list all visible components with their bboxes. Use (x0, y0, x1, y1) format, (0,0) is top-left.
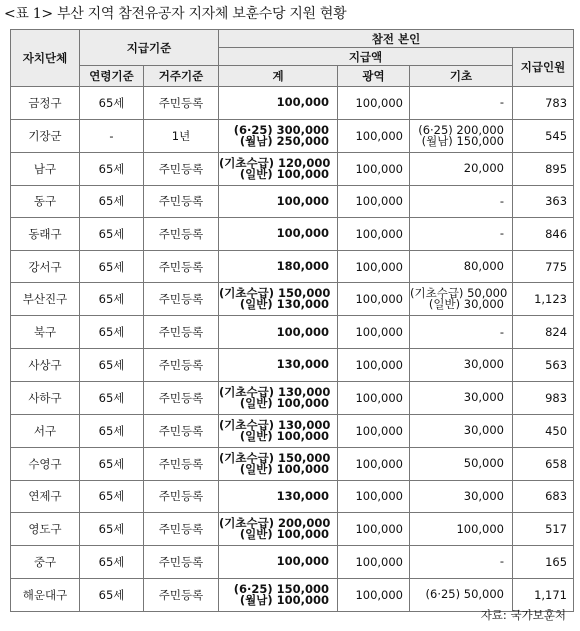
cell-residence-criteria: 주민등록 (144, 250, 219, 283)
cell-metro-amount: 100,000 (338, 348, 410, 381)
cell-basic-amount-line: 80,000 (463, 259, 504, 274)
cell-region: 사하구 (11, 381, 80, 414)
cell-recipients: 824 (513, 316, 574, 349)
cell-metro-amount: 100,000 (338, 480, 410, 513)
cell-total-amount (219, 414, 338, 447)
cell-total-amount-line: (일반) 100,000 (239, 428, 329, 443)
cell-residence-criteria: 주민등록 (144, 218, 219, 251)
cell-residence-criteria: 주민등록 (144, 283, 219, 316)
cell-age-criteria: 65세 (80, 185, 144, 218)
cell-basic-amount-line: - (499, 324, 504, 339)
cell-metro-amount: 100,000 (338, 316, 410, 349)
cell-basic-amount-line: 20,000 (463, 161, 504, 176)
cell-metro-amount: 100,000 (338, 119, 410, 152)
cell-basic-amount-line: 30,000 (463, 390, 504, 405)
cell-recipients: 517 (513, 513, 574, 546)
cell-age-criteria: 65세 (80, 218, 144, 251)
cell-basic-amount-line: 100,000 (456, 521, 504, 536)
cell-recipients: 895 (513, 152, 574, 185)
cell-total-amount (219, 381, 338, 414)
cell-basic-amount (410, 546, 513, 579)
cell-region: 중구 (11, 546, 80, 579)
table-body (11, 87, 574, 612)
cell-region: 사상구 (11, 348, 80, 381)
cell-total-amount-line: 130,000 (276, 488, 329, 503)
cell-total-amount-line: (기초수급) 130,000 (219, 417, 331, 432)
cell-basic-amount (410, 447, 513, 480)
cell-basic-amount-line: - (499, 95, 504, 110)
table-row (11, 283, 574, 316)
cell-total-amount (219, 218, 338, 251)
cell-basic-amount-line: - (499, 226, 504, 241)
cell-total-amount (219, 546, 338, 579)
cell-basic-amount (410, 414, 513, 447)
cell-basic-amount-line: - (499, 193, 504, 208)
cell-total-amount (219, 119, 338, 152)
cell-recipients: 563 (513, 348, 574, 381)
cell-total-amount-line: (일반) 100,000 (239, 166, 329, 181)
cell-metro-amount: 100,000 (338, 283, 410, 316)
cell-age-criteria: 65세 (80, 316, 144, 349)
cell-total-amount (219, 348, 338, 381)
cell-total-amount (219, 250, 338, 283)
header-amount: 지급액 (219, 48, 513, 66)
cell-total-amount-line: (일반) 130,000 (239, 297, 329, 312)
cell-basic-amount (410, 480, 513, 513)
header-region: 자치단체 (11, 30, 80, 87)
cell-recipients: 1,171 (513, 578, 574, 611)
cell-total-amount-line: 100,000 (276, 226, 329, 241)
cell-total-amount (219, 87, 338, 120)
cell-recipients: 846 (513, 218, 574, 251)
cell-region: 기장군 (11, 119, 80, 152)
cell-basic-amount-line: 50,000 (463, 456, 504, 471)
cell-age-criteria: 65세 (80, 87, 144, 120)
cell-age-criteria: 65세 (80, 480, 144, 513)
cell-basic-amount-line: (월남) 150,000 (421, 133, 504, 148)
cell-basic-amount-line: 30,000 (463, 488, 504, 503)
cell-recipients: 545 (513, 119, 574, 152)
cell-basic-amount-line: 30,000 (463, 423, 504, 438)
cell-metro-amount: 100,000 (338, 185, 410, 218)
cell-total-amount (219, 152, 338, 185)
table-row (11, 513, 574, 546)
header-residence-criteria: 거주기준 (144, 66, 219, 87)
cell-basic-amount (410, 283, 513, 316)
cell-basic-amount (410, 152, 513, 185)
table-row (11, 185, 574, 218)
cell-recipients: 165 (513, 546, 574, 579)
cell-total-amount-line: (일반) 100,000 (239, 527, 329, 542)
cell-metro-amount: 100,000 (338, 513, 410, 546)
cell-metro-amount: 100,000 (338, 152, 410, 185)
cell-total-amount (219, 513, 338, 546)
cell-metro-amount: 100,000 (338, 87, 410, 120)
cell-recipients: 658 (513, 447, 574, 480)
cell-total-amount (219, 447, 338, 480)
cell-residence-criteria: 주민등록 (144, 414, 219, 447)
cell-basic-amount (410, 316, 513, 349)
cell-region: 동래구 (11, 218, 80, 251)
cell-region: 서구 (11, 414, 80, 447)
cell-total-amount-line: (월남) 100,000 (239, 592, 329, 607)
cell-region: 부산진구 (11, 283, 80, 316)
cell-recipients: 450 (513, 414, 574, 447)
header-criteria: 지급기준 (80, 30, 219, 66)
cell-age-criteria: 65세 (80, 283, 144, 316)
table-row (11, 316, 574, 349)
cell-total-amount (219, 578, 338, 611)
cell-total-amount-line: (6·25) 150,000 (233, 581, 329, 596)
cell-total-amount-line: (기초수급) 200,000 (219, 516, 331, 531)
cell-age-criteria: 65세 (80, 414, 144, 447)
cell-metro-amount: 100,000 (338, 414, 410, 447)
cell-residence-criteria: 주민등록 (144, 348, 219, 381)
header-recipients: 지급인원 (513, 48, 574, 87)
table-row (11, 250, 574, 283)
cell-residence-criteria: 주민등록 (144, 185, 219, 218)
header-basic: 기초 (410, 66, 513, 87)
table-row (11, 152, 574, 185)
cell-region: 북구 (11, 316, 80, 349)
cell-residence-criteria: 주민등록 (144, 152, 219, 185)
cell-residence-criteria: 1년 (144, 119, 219, 152)
cell-total-amount-line: (기초수급) 150,000 (219, 286, 331, 301)
cell-total-amount-line: 100,000 (276, 324, 329, 339)
cell-metro-amount: 100,000 (338, 546, 410, 579)
cell-basic-amount (410, 218, 513, 251)
cell-total-amount-line: (월남) 250,000 (239, 133, 329, 148)
cell-region: 남구 (11, 152, 80, 185)
cell-age-criteria: 65세 (80, 381, 144, 414)
cell-age-criteria: - (80, 119, 144, 152)
cell-basic-amount (410, 348, 513, 381)
cell-total-amount-line: 180,000 (276, 259, 329, 274)
cell-residence-criteria: 주민등록 (144, 316, 219, 349)
cell-total-amount (219, 185, 338, 218)
cell-residence-criteria: 주민등록 (144, 87, 219, 120)
cell-total-amount-line: (기초수급) 150,000 (219, 450, 331, 465)
cell-basic-amount (410, 87, 513, 120)
cell-total-amount-line: (기초수급) 130,000 (219, 384, 331, 399)
cell-recipients: 1,123 (513, 283, 574, 316)
header-metro: 광역 (338, 66, 410, 87)
cell-age-criteria: 65세 (80, 546, 144, 579)
cell-region: 동구 (11, 185, 80, 218)
cell-basic-amount-line: - (499, 554, 504, 569)
table-caption: <표 1> 부산 지역 참전유공자 지자체 보훈수당 지원 현황 (4, 6, 347, 22)
cell-age-criteria: 65세 (80, 513, 144, 546)
cell-recipients: 775 (513, 250, 574, 283)
table-row (11, 480, 574, 513)
cell-region: 연제구 (11, 480, 80, 513)
cell-age-criteria: 65세 (80, 250, 144, 283)
table-row (11, 87, 574, 120)
cell-total-amount-line: 100,000 (276, 95, 329, 110)
cell-metro-amount: 100,000 (338, 381, 410, 414)
cell-total-amount-line: 100,000 (276, 554, 329, 569)
header-age-criteria: 연령기준 (80, 66, 144, 87)
cell-metro-amount: 100,000 (338, 447, 410, 480)
cell-basic-amount (410, 513, 513, 546)
cell-total-amount-line: (6·25) 300,000 (233, 122, 329, 137)
cell-total-amount-line: (일반) 100,000 (239, 461, 329, 476)
cell-region: 강서구 (11, 250, 80, 283)
cell-region: 수영구 (11, 447, 80, 480)
veteran-allowance-table (10, 29, 574, 612)
cell-region: 금정구 (11, 87, 80, 120)
header-veteran: 참전 본인 (219, 30, 574, 48)
cell-age-criteria: 65세 (80, 152, 144, 185)
cell-metro-amount: 100,000 (338, 578, 410, 611)
cell-basic-amount (410, 250, 513, 283)
cell-total-amount-line: 100,000 (276, 193, 329, 208)
cell-residence-criteria: 주민등록 (144, 578, 219, 611)
table-row (11, 447, 574, 480)
cell-metro-amount: 100,000 (338, 250, 410, 283)
cell-residence-criteria: 주민등록 (144, 381, 219, 414)
cell-recipients: 983 (513, 381, 574, 414)
cell-metro-amount: 100,000 (338, 218, 410, 251)
cell-basic-amount-line: (6·25) 200,000 (418, 122, 504, 137)
cell-basic-amount-line: (기초수급) 50,000 (410, 286, 508, 301)
source-note: 자료: 국가보훈처 (480, 608, 566, 622)
cell-recipients: 683 (513, 480, 574, 513)
cell-total-amount-line: (기초수급) 120,000 (219, 155, 331, 170)
cell-total-amount (219, 283, 338, 316)
table-row (11, 381, 574, 414)
cell-total-amount (219, 480, 338, 513)
cell-age-criteria: 65세 (80, 348, 144, 381)
cell-total-amount-line: 130,000 (276, 357, 329, 372)
table-row (11, 348, 574, 381)
cell-region: 해운대구 (11, 578, 80, 611)
cell-age-criteria: 65세 (80, 447, 144, 480)
table-row (11, 414, 574, 447)
table-row (11, 119, 574, 152)
cell-basic-amount-line: 30,000 (463, 357, 504, 372)
cell-region: 영도구 (11, 513, 80, 546)
cell-age-criteria: 65세 (80, 578, 144, 611)
header-total: 계 (219, 66, 338, 87)
cell-recipients: 783 (513, 87, 574, 120)
cell-recipients: 363 (513, 185, 574, 218)
cell-basic-amount-line: (6·25) 50,000 (425, 587, 504, 602)
cell-basic-amount (410, 185, 513, 218)
cell-basic-amount-line: (일반) 30,000 (428, 297, 504, 312)
cell-basic-amount (410, 119, 513, 152)
cell-residence-criteria: 주민등록 (144, 447, 219, 480)
cell-residence-criteria: 주민등록 (144, 513, 219, 546)
cell-total-amount-line: (일반) 100,000 (239, 395, 329, 410)
cell-residence-criteria: 주민등록 (144, 546, 219, 579)
table-row (11, 546, 574, 579)
cell-total-amount (219, 316, 338, 349)
cell-basic-amount (410, 381, 513, 414)
table-row (11, 218, 574, 251)
cell-residence-criteria: 주민등록 (144, 480, 219, 513)
